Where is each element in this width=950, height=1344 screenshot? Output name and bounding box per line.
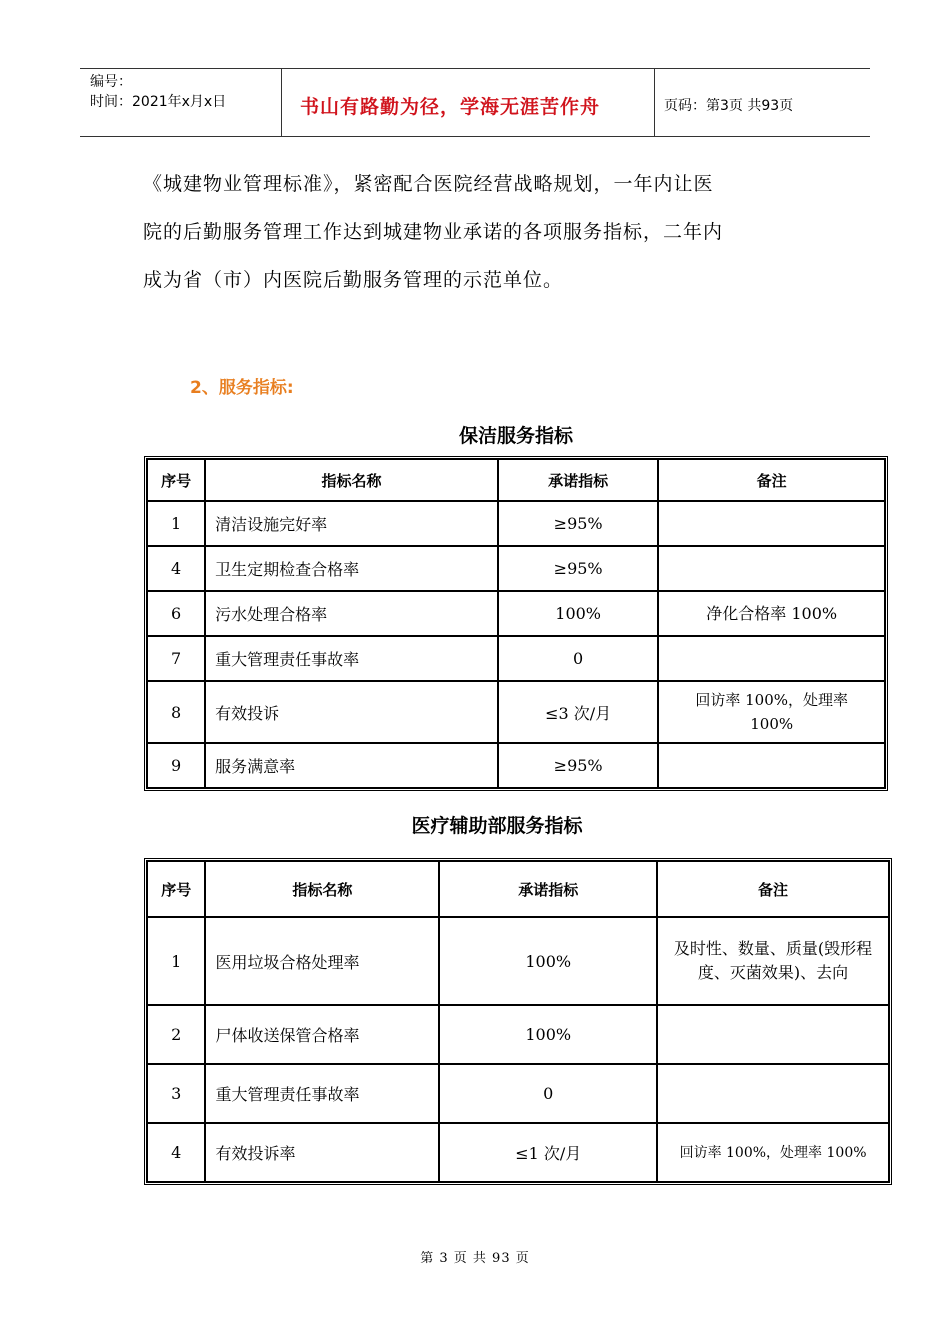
row-indicator-name: 重大管理责任事故率: [205, 1064, 439, 1123]
row-number: 8: [147, 681, 205, 743]
intro-line-1: 《城建物业管理标准》，紧密配合医院经营战略规划，一年内让医: [143, 173, 714, 195]
header-cell-target: 承诺指标: [439, 861, 657, 917]
medical-support-table: [144, 858, 892, 1185]
table-header-row: [147, 861, 889, 917]
table-row: [147, 1005, 889, 1064]
row-target: ≤3 次/月: [498, 681, 658, 743]
row-note: [658, 636, 885, 681]
row-note: 回访率 100%，处理率 100%: [657, 1123, 889, 1182]
table-row: [147, 636, 885, 681]
row-indicator-name: 清洁设施完好率: [205, 501, 498, 546]
header-bottom-rule: [80, 136, 870, 137]
row-indicator-name: 重大管理责任事故率: [205, 636, 498, 681]
row-number: 4: [147, 546, 205, 591]
header-cell-number: 序号: [147, 861, 205, 917]
table-row: [147, 546, 885, 591]
row-note: [657, 1064, 889, 1123]
header-cell-note: 备注: [658, 459, 885, 501]
intro-line-2: 院的后勤服务管理工作达到城建物业承诺的各项服务指标，二年内: [143, 221, 724, 243]
row-indicator-name: 有效投诉率: [205, 1123, 439, 1182]
table-header-row: [147, 459, 885, 501]
table-row: [147, 1064, 889, 1123]
page-footer: 第 3 页 共 93 页: [420, 1251, 530, 1266]
row-indicator-name: 污水处理合格率: [205, 591, 498, 636]
row-target: 100%: [498, 591, 658, 636]
row-target: ≤1 次/月: [439, 1123, 657, 1182]
header-divider-right: [654, 68, 655, 136]
row-indicator-name: 尸体收送保管合格率: [205, 1005, 439, 1064]
row-number: 3: [147, 1064, 205, 1123]
row-number: 4: [147, 1123, 205, 1182]
row-indicator-name: 卫生定期检查合格率: [205, 546, 498, 591]
row-note: 回访率 100%，处理率 100%: [658, 681, 885, 743]
header-cell-name: 指标名称: [205, 459, 498, 501]
row-target: 100%: [439, 917, 657, 1005]
table-row: [147, 1123, 889, 1182]
table-row: [147, 591, 885, 636]
row-note: 及时性、数量、质量(毁形程度、灭菌效果)、去向: [657, 917, 889, 1005]
document-date-label: 时间：2021年x月x日: [90, 94, 227, 110]
row-target: ≥95%: [498, 743, 658, 788]
header-top-rule: [80, 68, 870, 69]
row-number: 9: [147, 743, 205, 788]
document-number-label: 编号：: [90, 74, 132, 90]
row-target: 100%: [439, 1005, 657, 1064]
row-note: [657, 1005, 889, 1064]
row-note: [658, 743, 885, 788]
intro-paragraph: [143, 160, 843, 304]
row-indicator-name: 医用垃圾合格处理率: [205, 917, 439, 1005]
row-note: [658, 546, 885, 591]
table-row: [147, 501, 885, 546]
row-number: 1: [147, 501, 205, 546]
header-cell-name: 指标名称: [205, 861, 439, 917]
cleaning-service-table: [144, 456, 888, 791]
header-page-label: 页码：第3页 共93页: [664, 98, 794, 114]
table-row: [147, 681, 885, 743]
row-note: 净化合格率 100%: [658, 591, 885, 636]
header-cell-number: 序号: [147, 459, 205, 501]
row-indicator-name: 服务满意率: [205, 743, 498, 788]
row-target: ≥95%: [498, 501, 658, 546]
row-number: 6: [147, 591, 205, 636]
header-motto: 书山有路勤为径，学海无涯苦作舟: [300, 96, 601, 118]
row-target: 0: [498, 636, 658, 681]
row-target: ≥95%: [498, 546, 658, 591]
header-cell-target: 承诺指标: [498, 459, 658, 501]
table2-title: 医疗辅助部服务指标: [411, 815, 583, 837]
header-cell-note: 备注: [657, 861, 889, 917]
table-row: [147, 743, 885, 788]
intro-line-3: 成为省（市）内医院后勤服务管理的示范单位。: [143, 269, 564, 291]
row-indicator-name: 有效投诉: [205, 681, 498, 743]
section-heading: 2、服务指标:: [190, 378, 294, 398]
table-row: [147, 917, 889, 1005]
row-note: [658, 501, 885, 546]
row-target: 0: [439, 1064, 657, 1123]
header-divider-left: [281, 68, 282, 136]
row-number: 2: [147, 1005, 205, 1064]
row-number: 1: [147, 917, 205, 1005]
row-number: 7: [147, 636, 205, 681]
table1-title: 保洁服务指标: [458, 425, 573, 447]
